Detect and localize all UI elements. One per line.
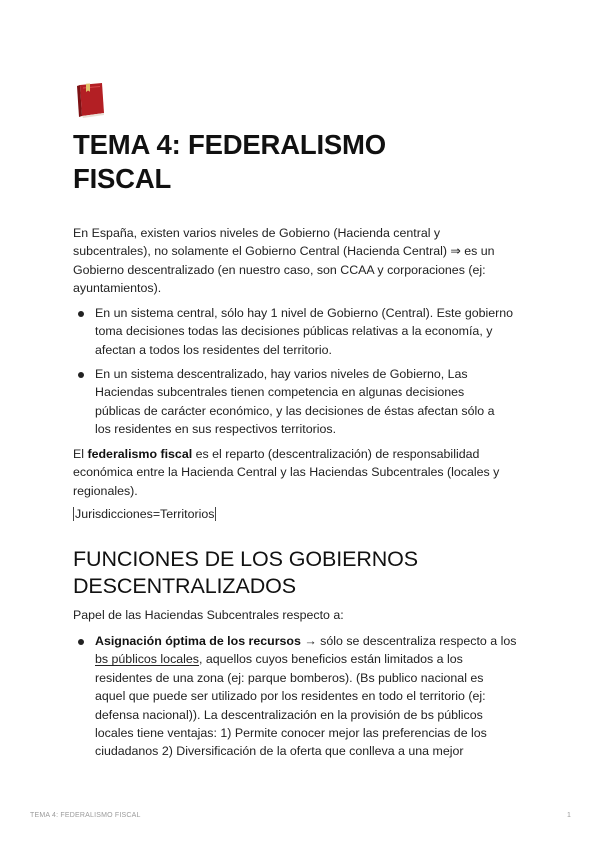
intro-paragraph [73, 224, 533, 298]
asignacion-term: Asignación óptima de los recursos [95, 634, 301, 648]
list-item-descentralizado [95, 365, 535, 439]
federalismo-paragraph [73, 445, 533, 500]
list-line [95, 650, 535, 668]
intro-line-4: ayuntamientos). [73, 281, 162, 296]
footer-title: TEMA 4: FEDERALISMO FISCAL [30, 812, 141, 819]
page-number: 1 [567, 812, 572, 819]
list-text: , aquellos cuyos beneficios están limitados a los [199, 652, 463, 667]
list-line: locales tiene ventajas: 1) Permite conocer mejor las preferencias de los [95, 726, 487, 741]
fed-text: es el reparto (descentralización) de responsabilidad [192, 447, 480, 461]
list-line: aquel que puede ser utilizado por los residentes en todo el territorio (ej: [95, 689, 486, 704]
inline-code: Jurisdicciones=Territorios [75, 507, 215, 521]
list-line: En un sistema descentralizado, hay varios niveles de Gobierno, Las [95, 367, 468, 381]
list-line [95, 632, 535, 650]
section-line-2: DESCENTRALIZADOS [73, 574, 296, 598]
section-line-1: FUNCIONES DE LOS GOBIERNOS [73, 547, 419, 571]
page-title [73, 128, 533, 196]
list-line: Haciendas subcentrales tienen competencia en algunas decisiones [95, 385, 465, 400]
list-line: residentes de una zona (ej: parque bomberos). (Bs publico nacional es [95, 670, 484, 685]
intro-line-3: Gobierno descentralizado (en nuestro caso, son CCAA y corporaciones (ej: [73, 262, 486, 277]
fed-line-1 [73, 445, 533, 463]
section-heading [73, 546, 533, 600]
fed-text: El [73, 447, 88, 461]
papel-paragraph: Papel de las Haciendas Subcentrales respecto a: [73, 608, 344, 622]
list-item-asignacion [95, 632, 535, 761]
fed-line-3: regionales). [73, 483, 138, 498]
list-line: afectan a todos los residentes del territorio. [95, 342, 332, 357]
bs-publicos-locales-link: bs públicos locales [95, 652, 200, 667]
list-line: los residentes en sus respectivos territorios. [95, 422, 337, 437]
code-paragraph [73, 505, 533, 523]
intro-line-2: subcentrales), no solamente el Gobierno Central (Hacienda Central) ⇒ es un [73, 244, 495, 259]
bullet-dot [78, 311, 84, 317]
federalismo-term: federalismo fiscal [87, 447, 193, 461]
title-line-2: FISCAL [73, 163, 172, 194]
list-line: ciudadanos 2) Diversificación de la oferta que conlleva a una mejor [95, 744, 464, 759]
title-line-1: TEMA 4: FEDERALISMO [73, 129, 386, 160]
list-line: toma decisiones todas las decisiones públicas relativas a la economía, y [95, 324, 493, 339]
book-icon [74, 82, 108, 118]
list-item-central [95, 304, 535, 359]
list-line: públicas de carácter económico, y las decisiones de éstas afectan sólo a [95, 403, 495, 418]
bullet-dot [78, 372, 84, 378]
bullet-dot [78, 639, 84, 645]
list-text: → sólo se descentraliza respecto a los [300, 634, 517, 648]
fed-line-2: económica entre la Hacienda Central y las Haciendas Subcentrales (locales y [73, 465, 500, 480]
list-line: defensa nacional)). La descentralización en la provisión de bs públicos [95, 707, 483, 722]
intro-line-1: En España, existen varios niveles de Gobierno (Hacienda central y [73, 226, 441, 240]
list-line: En un sistema central, sólo hay 1 nivel de Gobierno (Central). Este gobierno [95, 306, 514, 320]
